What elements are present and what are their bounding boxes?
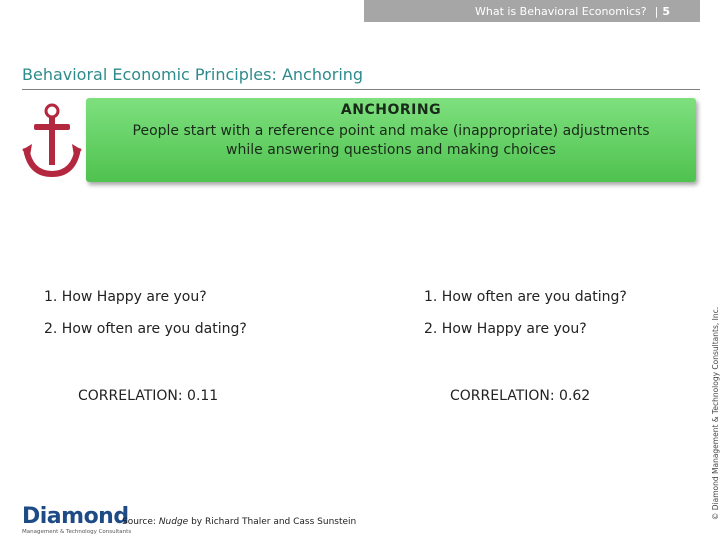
list-item: 1. How Happy are you?	[44, 289, 207, 305]
diamond-logo	[22, 506, 131, 535]
callout-line-2: while answering questions and making choices	[226, 142, 556, 158]
slide-title: Behavioral Economic Principles: Anchoring	[22, 65, 364, 84]
callout-text	[86, 122, 696, 160]
source-citation	[122, 517, 356, 527]
callout-line-1: People start with a reference point and make (inappropriate) adjustments	[132, 123, 650, 139]
header-bar	[364, 0, 700, 22]
source-authors: by Richard Thaler and Cass Sunstein	[188, 517, 357, 527]
left-correlation: CORRELATION: 0.11	[78, 388, 219, 404]
callout-heading: ANCHORING	[340, 102, 442, 118]
anchor-icon	[22, 102, 82, 180]
page-number: 5	[662, 4, 670, 18]
section-title: What is Behavioral Economics?	[474, 4, 647, 18]
list-item: 2. How Happy are you?	[424, 321, 587, 337]
anchoring-callout	[86, 98, 696, 182]
logo-subtitle: Management & Technology Consultants	[22, 529, 132, 535]
right-question-list	[424, 289, 627, 353]
logo-name: Diamond	[22, 504, 129, 529]
list-item: 1. How often are you dating?	[424, 289, 627, 305]
copyright-text: © Diamond Management & Technology Consultants, Inc.	[711, 306, 721, 520]
title-divider	[22, 89, 700, 90]
header-separator: |	[654, 4, 659, 18]
left-question-list	[44, 289, 247, 353]
right-correlation: CORRELATION: 0.62	[450, 388, 591, 404]
copyright-notice	[708, 290, 724, 536]
source-prefix: Source:	[122, 517, 159, 527]
source-book-title: Nudge	[158, 517, 189, 527]
list-item: 2. How often are you dating?	[44, 321, 247, 337]
